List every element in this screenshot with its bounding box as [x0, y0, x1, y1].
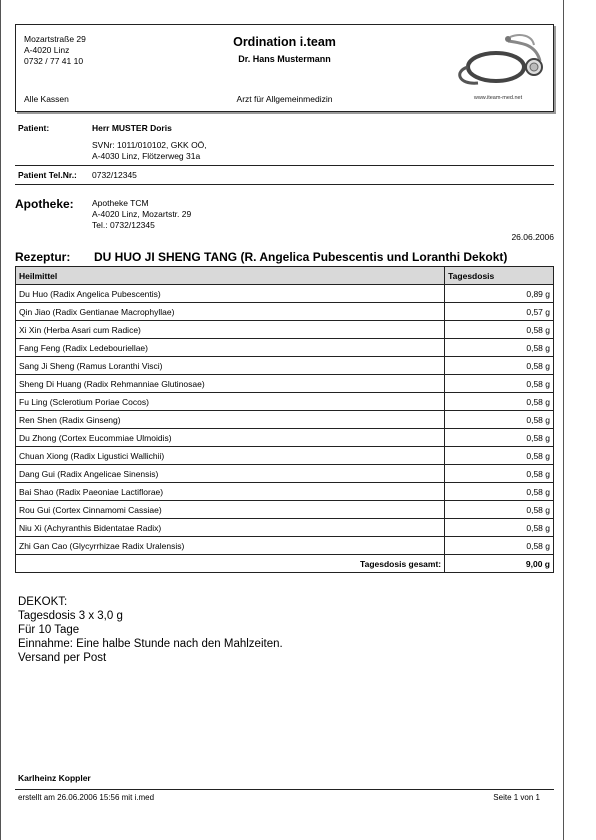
remedy-name: Qin Jiao (Radix Gentianae Macrophyllae): [16, 303, 445, 321]
table-row: [16, 393, 554, 411]
instruction-line: Für 10 Tage: [18, 624, 80, 636]
practice-website: www.iteam-med.net: [473, 95, 523, 101]
stethoscope-icon: [448, 31, 548, 89]
footer-divider: [15, 789, 554, 790]
footer-page-number: Seite 1 von 1: [493, 793, 540, 802]
table-header-row: [16, 267, 554, 285]
table-row: [16, 537, 554, 555]
remedy-dose: 0,89 g: [445, 285, 554, 303]
instruction-line: DEKOKT:: [18, 596, 68, 608]
remedy-name: Chuan Xiong (Radix Ligustici Wallichii): [16, 447, 445, 465]
signer-name: Karlheinz Koppler: [18, 773, 91, 783]
remedy-dose: 0,58 g: [445, 519, 554, 537]
practice-title: Ordination i.team: [233, 35, 336, 49]
remedy-name: Fu Ling (Sclerotium Poriae Cocos): [16, 393, 445, 411]
remedy-dose: 0,58 g: [445, 321, 554, 339]
table-row: [16, 285, 554, 303]
remedy-dose: 0,58 g: [445, 411, 554, 429]
prescription-date: 26.06.2006: [511, 232, 554, 242]
remedy-dose: 0,58 g: [445, 465, 554, 483]
table-row: [16, 339, 554, 357]
table-row: [16, 483, 554, 501]
doctor-name: Dr. Hans Mustermann: [238, 54, 331, 64]
remedy-name: Bai Shao (Radix Paeoniae Lactiflorae): [16, 483, 445, 501]
remedy-name: Xi Xin (Herba Asari cum Radice): [16, 321, 445, 339]
header-daily-dose: Tagesdosis: [445, 267, 554, 285]
table-row: [16, 519, 554, 537]
pharmacy-name: Apotheke TCM: [92, 198, 149, 208]
table-row: [16, 411, 554, 429]
table-row: [16, 321, 554, 339]
table-row: [16, 447, 554, 465]
total-value: 9,00 g: [445, 555, 554, 573]
instruction-line: Einnahme: Eine halbe Stunde nach den Mahlzeiten.: [18, 638, 283, 650]
remedy-dose: 0,58 g: [445, 339, 554, 357]
remedy-name: Zhi Gan Cao (Glycyrrhizae Radix Uralensis): [16, 537, 445, 555]
remedy-dose: 0,58 g: [445, 447, 554, 465]
patient-label: Patient:: [18, 123, 50, 133]
table-row: [16, 303, 554, 321]
pharmacy-address: A-4020 Linz, Mozartstr. 29: [92, 209, 192, 219]
remedy-name: Rou Gui (Cortex Cinnamomi Cassiae): [16, 501, 445, 519]
remedy-dose: 0,58 g: [445, 375, 554, 393]
remedy-table: [15, 266, 554, 573]
remedy-name: Du Zhong (Cortex Eucommiae Ulmoidis): [16, 429, 445, 447]
divider: [15, 165, 554, 166]
remedy-name: Niu Xi (Achyranthis Bidentatae Radix): [16, 519, 445, 537]
remedy-dose: 0,58 g: [445, 429, 554, 447]
remedy-name: Ren Shen (Radix Ginseng): [16, 411, 445, 429]
table-row: [16, 501, 554, 519]
patient-name: Herr MUSTER Doris: [92, 123, 172, 133]
patient-svnr: SVNr: 1011/010102, GKK OÖ,: [92, 140, 207, 150]
pharmacy-tel: Tel.: 0732/12345: [92, 220, 155, 230]
header-remedy: Heilmittel: [16, 267, 445, 285]
address-city: A-4020 Linz: [24, 45, 70, 55]
table-row: [16, 465, 554, 483]
table-row: [16, 375, 554, 393]
address-street: Mozartstraße 29: [24, 34, 86, 44]
doctor-specialty: Arzt für Allgemeinmedizin: [236, 94, 333, 104]
remedy-name: Sang Ji Sheng (Ramus Loranthi Visci): [16, 357, 445, 375]
practice-phone: 0732 / 77 41 10: [24, 56, 84, 66]
letterhead-box: [15, 24, 554, 112]
instruction-line: Versand per Post: [18, 652, 107, 664]
patient-address: A-4030 Linz, Flötzerweg 31a: [92, 151, 201, 161]
remedy-dose: 0,57 g: [445, 303, 554, 321]
remedy-dose: 0,58 g: [445, 501, 554, 519]
total-row: [16, 555, 554, 573]
remedy-dose: 0,58 g: [445, 537, 554, 555]
remedy-name: Du Huo (Radix Angelica Pubescentis): [16, 285, 445, 303]
remedy-dose: 0,58 g: [445, 357, 554, 375]
rezeptur-label: Rezeptur:: [15, 250, 71, 264]
page-right-edge: [563, 0, 564, 840]
instruction-line: Tagesdosis 3 x 3,0 g: [18, 610, 123, 622]
insurance-note: Alle Kassen: [24, 94, 69, 104]
remedy-name: Fang Feng (Radix Ledebouriellae): [16, 339, 445, 357]
table-row: [16, 357, 554, 375]
rezeptur-title: DU HUO JI SHENG TANG (R. Angelica Pubescentis und Loranthi Dekokt): [94, 250, 508, 264]
pharmacy-label: Apotheke:: [15, 197, 74, 211]
remedy-dose: 0,58 g: [445, 393, 554, 411]
practice-address: [24, 34, 86, 67]
remedy-name: Sheng Di Huang (Radix Rehmanniae Glutinosae): [16, 375, 445, 393]
preparation-instructions: [18, 595, 283, 665]
patient-tel: 0732/12345: [92, 170, 137, 180]
footer-created: erstellt am 26.06.2006 15:56 mit i.med: [18, 793, 155, 802]
page-left-edge: [0, 0, 1, 840]
table-row: [16, 429, 554, 447]
divider: [15, 184, 554, 185]
remedy-dose: 0,58 g: [445, 483, 554, 501]
total-label: Tagesdosis gesamt:: [16, 555, 445, 573]
patient-tel-label: Patient Tel.Nr.:: [18, 170, 77, 180]
remedy-name: Dang Gui (Radix Angelicae Sinensis): [16, 465, 445, 483]
